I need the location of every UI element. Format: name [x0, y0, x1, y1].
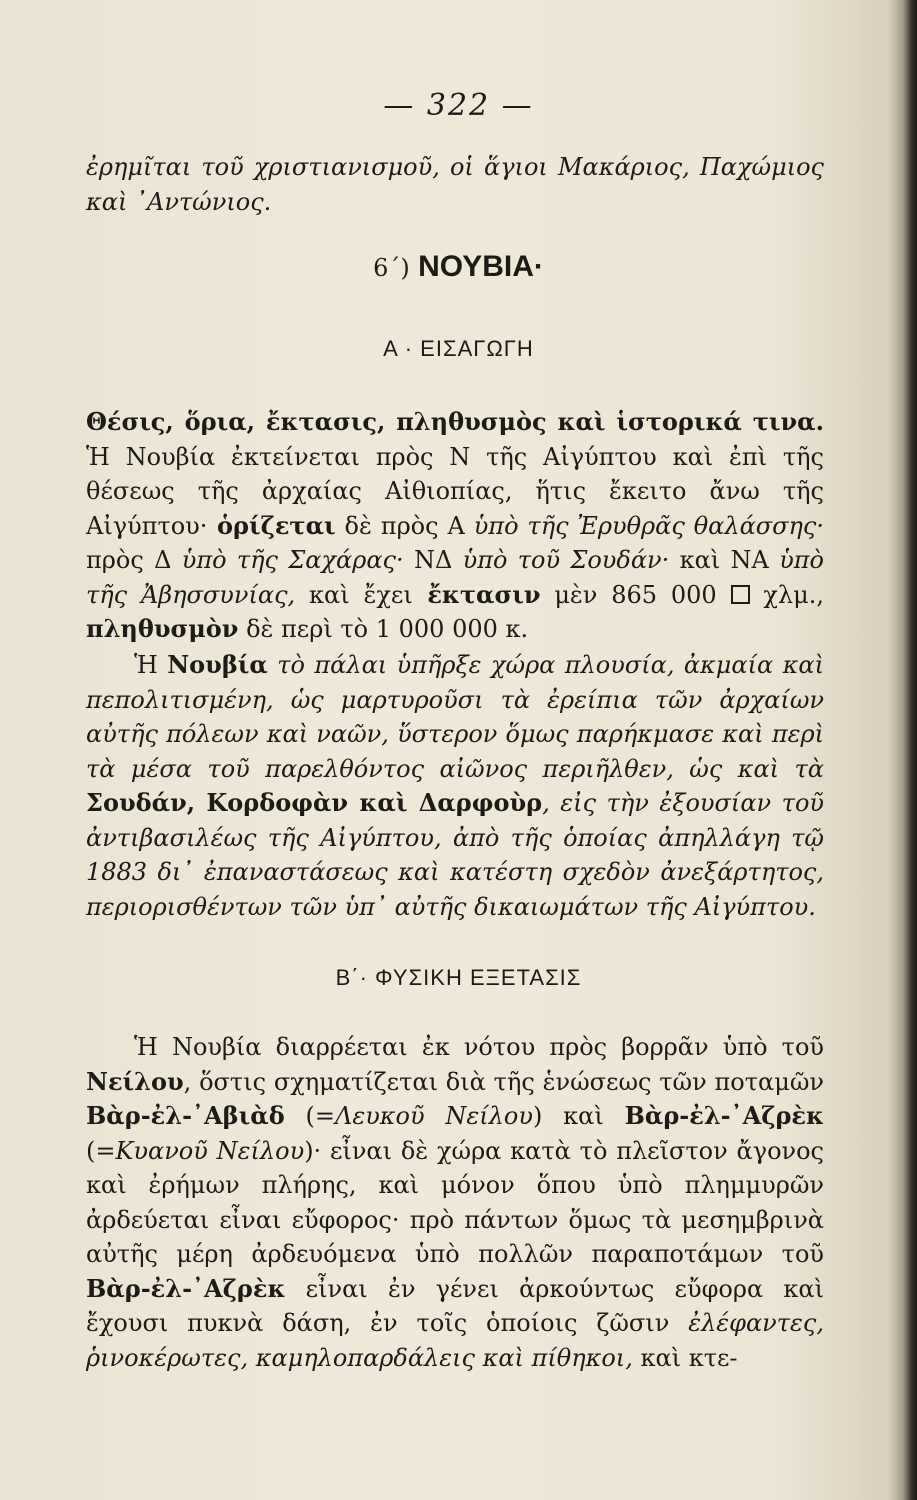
text-run: δὲ πρὸς Α [335, 511, 474, 540]
italic-run: Κυανοῦ Νείλου [115, 1136, 305, 1165]
page-binding-edge [903, 0, 917, 1500]
text-run: εἶναι ἐν γένει ἀρκούντως εὔφορα καὶ ἔχουσι πυκνὰ δάση, ἐν τοῖς ὁποίοις ζῶσιν [86, 1274, 824, 1337]
text-run: χλμ., [749, 580, 824, 609]
bold-run: Νουβία [167, 650, 268, 679]
bold-run: Νείλου [86, 1066, 184, 1096]
text-run: καὶ κτε- [632, 1343, 738, 1372]
section-name: ΝΟΥΒΙΑ· [418, 250, 544, 283]
heading-physical-examination: Β΄· ΦΥΣΙΚΗ ΕΞΕΤΑΣΙΣ [335, 965, 582, 990]
text-run: καὶ ἔχει [295, 580, 413, 609]
bold-run: ἔκτασιν [412, 579, 541, 609]
text-run: )· εἶναι δὲ χώρα κατὰ τὸ πλεῖστον ἄγονος καὶ ἐρήμων πλήρης, καὶ μόνον ὅπου ὑπὸ πλημμυρῶν ἀρδεύεται εἶναι εὔφορος· πρὸ πάντων ὅμως τὰ μεσημβρινὰ αὐτῆς μέρη ἀρδευόμενα ὑπὸ πολλῶν παραποτάμων τοῦ [86, 1136, 824, 1268]
heading-introduction: Α · ΕΙΣΑΓΩΓΗ [383, 336, 534, 361]
italic-run: ὑπὸ τῆς Σαχάρας· [181, 546, 404, 574]
bold-run: Βὰρ-ἐλ-᾿Αζρὲκ [86, 1273, 286, 1303]
italic-run: ἐλέφαντες, ῥινοκέρωτες, καμηλοπαρδάλεις καὶ πίθηκοι, [86, 1309, 824, 1372]
text-run: Ἡ [134, 651, 168, 679]
square-unit-icon [731, 585, 750, 604]
section-title [0, 250, 917, 284]
paragraph-geography [86, 405, 824, 647]
italic-run: ὑπὸ τῆς Ἀβησσυνίας, [86, 546, 824, 609]
italic-run: ὑπὸ τῆς Ἐρυθρᾶς θαλάσσης· [473, 511, 824, 540]
page-number: — 322 — [383, 88, 534, 123]
bold-run: Βὰρ-ἐλ-᾿Αβιὰδ [86, 1101, 285, 1130]
text-run: δὲ περὶ τὸ 1 000 000 κ. [238, 615, 529, 643]
text-run: ΝΔ [403, 546, 463, 574]
paragraph-history [86, 648, 824, 924]
text-run: πρὸς Δ [86, 546, 182, 574]
bold-run: Βὰρ-ἐλ-᾿Αζρὲκ [624, 1101, 824, 1130]
text-run: ) καὶ [532, 1102, 625, 1130]
italic-run: τὸ πάλαι ὑπῆρξε χώρα πλουσία, ἀκμαία καὶ πεπολιτισμένη, ὡς μαρτυροῦσι τὰ ἐρείπια τῶν ἀρχαίων αὐτῆς πόλεων καὶ ναῶν, ὕστερον ὅμως παρήκμασε καὶ περὶ τὰ μέσα τοῦ παρελθόντος αἰῶνος περιῆλθεν, ὡς καὶ τὰ [86, 651, 824, 783]
text-run: Ἡ Νουβία διαρρέεται ἐκ νότου πρὸς βορρᾶν ὑπὸ τοῦ [134, 1033, 824, 1061]
text-run: μὲν 865 000 [540, 580, 717, 609]
italic-run: , εἰς τὴν ἐξουσίαν τοῦ ἀντιβασιλέως τῆς Αἰγύπτου, ἀπὸ τῆς ὁποίας ἀπηλλάγη τῷ 1883 δι᾽ ἐπαναστάσεως καὶ κατέστη σχεδὸν ἀνεξάρτητος, περιορισθέντων τῶν ὑπ᾽ αὐτῆς δικαιωμάτων τῆς Αἰγύπτου. [86, 789, 824, 921]
bold-run: Σουδάν, Κορδοφὰν καὶ Δαρφοὺρ [86, 788, 543, 817]
bold-run: πληθυσμὸν [86, 614, 239, 643]
bold-run: ὁρίζεται [207, 510, 336, 540]
intro-paragraph: ἐρημῖται τοῦ χριστιανισμοῦ, οἱ ἅγιοι Μακάριος, Παχώμιος καὶ ᾿Αντώνιος. [86, 153, 824, 216]
italic-run: Λευκοῦ Νείλου [335, 1102, 533, 1130]
italic-run: ὑπὸ τοῦ Σουδάν· [462, 546, 670, 574]
text-run: , ὅστις σχηματίζεται διὰ τῆς ἑνώσεως τῶν ποταμῶν [183, 1067, 824, 1096]
text-run: Ἡ Νουβία ἐκτείνεται πρὸς Ν τῆς Αἰγύπτου καὶ ἐπὶ τῆς θέσεως τῆς ἀρχαίας Αἰθιοπίας, ἥτις ἔκειτο ἄνω τῆς Αἰγύπτου· [86, 442, 824, 540]
paragraph-physical [86, 1030, 824, 1375]
lead-topic: Θέσις, ὅρια, ἔκτασις, πληθυσμὸς καὶ ἱστορικά τινα. [86, 407, 824, 436]
text-run: (= [86, 1136, 116, 1165]
text-run: (= [284, 1102, 335, 1130]
section-marker: 6΄) [373, 254, 410, 282]
text-run: καὶ ΝΑ [669, 546, 780, 574]
